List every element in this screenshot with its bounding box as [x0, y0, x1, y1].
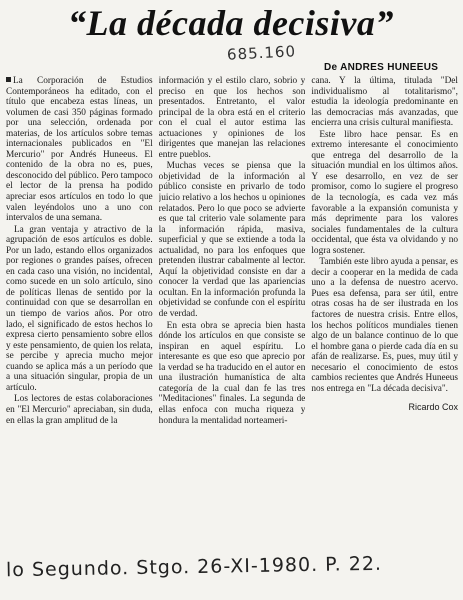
paragraph: Los lectores de estas colaboraciones en "El Mercurio" apreciaban, sin duda, en ellas la gran amplitud de la	[6, 394, 153, 426]
column-1	[6, 76, 153, 554]
paragraph-text: La Corporación de Estudios Contemporáneos ha editado, con el título que encabeza estas líneas, un volumen de casi 350 páginas formado por una selección, ordenada por materias, de los artículos sobre temas internacionales publicados en "El Mercurio" por Andrés Huneeus. El contenido de la obra no es, pues, desconocido del público. Pero tampoco el lector de la prensa ha podido apreciar esos artículos en todo lo que valen leyéndolos uno a uno con intervalos de una semana.	[6, 76, 153, 224]
paragraph: información y el estilo claro, sobrio y preciso en que los hechos son presentados. Entretanto, el valor principal de la obra está en el criterio con el cual el autor estima las actuaciones y opiniones de los dirigentes que manejan las relaciones entre pueblos.	[158, 76, 306, 160]
column-3	[311, 76, 458, 554]
article-body	[6, 76, 458, 554]
bullet-marker	[6, 77, 11, 82]
signature: Ricardo Cox	[408, 402, 459, 413]
paragraph: Muchas veces se piensa que la objetividad de la información al público consiste en privarlo de todo juicio relativo a los hechos u opiniones relatados. Pero lo que poco se advierte es que tal criterio vale solamente para la información rápida, masiva, superficial y que se extiende a toda la actualidad, no para los enfoques que pretenden ilustrar cabalmente al lector. Aquí la objetividad consiste en dar a conocer la verdad que las apariencias ocultan. En la información profunda la objetividad se confunde con el espíritu de verdad.	[158, 161, 306, 320]
article-title: “La década decisiva”	[68, 3, 394, 43]
handwritten-catalog-number: 685.160	[226, 42, 297, 64]
paragraph: En esta obra se aprecia bien hasta dónde los artículos en que consiste se inspiran en aquel espíritu. Lo interesante es que eso que aprecio por la verdad se ha traducido en el autor en una ilustración humanística de alta categoría de la cual dan fe las tres "Meditaciones" finales. La segunda de ellas enfoca con mucha riqueza y hondura la mentalidad norteameri-	[158, 320, 306, 426]
paragraph: cana. Y la última, titulada "Del individualismo al totalitarismo", estudia la ideología predominante en las democracias más avanzadas, que encierra una crisis cultural manifiesta.	[311, 76, 459, 129]
paragraph	[6, 76, 153, 224]
article-byline: De ANDRES HUNEEUS	[324, 62, 439, 73]
column-2	[159, 76, 306, 554]
paragraph: También este libro ayuda a pensar, es decir a cooperar en la medida de cada uno a la defensa de nuestro acervo. Pues esa defensa, para ser útil, entre otras cosas ha de ser ilustrada en los factores de nuestra crisis. Entre ellos, los hechos políticos mundiales tienen algo de un balance continuo de lo que el hombre gana o pierde cada día en su afán de realizarse. Es, pues, muy útil y necesario el conocimiento de estos cambios recientes que Andrés Huneeus nos entrega en "La década decisiva".	[311, 257, 459, 394]
paragraph: La gran ventaja y atractivo de la agrupación de esos artículos es doble. Por un lado, estando ellos organizados por regiones o grandes países, ofrecen en cada caso una visión, no incidental, como sucede en un solo artículo, sino de políticas llenas de sentido por la continuidad con que se desarrollan en un tiempo de varios años. Por otro lado, el significado de estos hechos lo expresa cierto pensamiento sobre ellos y este pensamiento, de quien los relata, se percibe y aprecia mucho mejor cuando se aplica más a un período que a una situación singular, propia de un artículo.	[6, 224, 153, 393]
paragraph: Este libro hace pensar. Es en extremo interesante el conocimiento que entrega del desarrollo de la situación mundial en los últimos años. Y ese desarrollo, en vez de ser promisor, como lo sugiere el progreso de la tecnología, es cada vez más favorable a la expansión comunista y más deprimente para los valores sociales fundamentales de la cultura occidental, que ésta va olvidando y no logra sostener.	[311, 129, 459, 256]
handwritten-source-note: lo Segundo. Stgo. 26-XI-1980. P. 22.	[5, 552, 383, 582]
